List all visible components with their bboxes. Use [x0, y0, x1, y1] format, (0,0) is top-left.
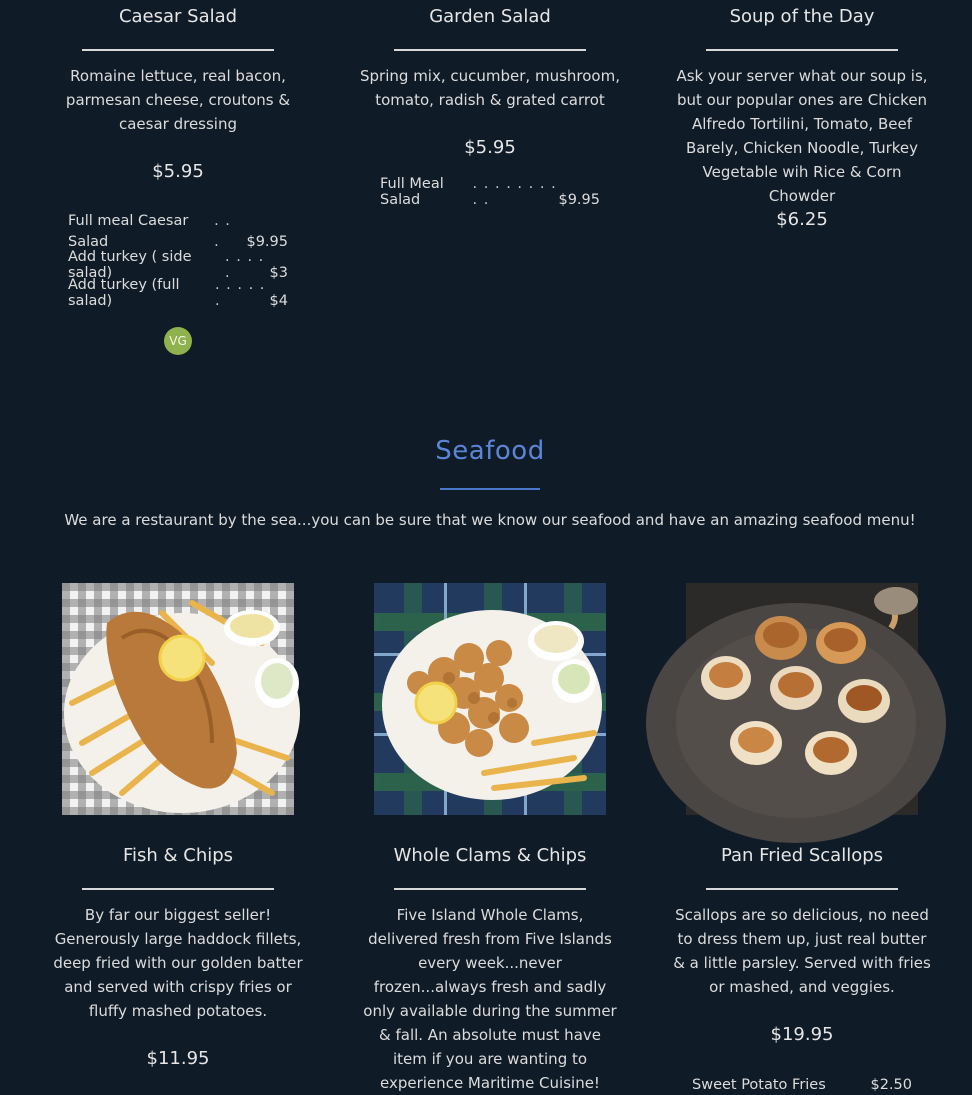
- option-row: [692, 1072, 912, 1093]
- option-price: $2.50: [870, 1077, 912, 1093]
- option-dots: . . . . . .: [214, 277, 266, 309]
- fish-and-chips-photo: [62, 583, 294, 815]
- caesar-options-list: [68, 211, 288, 309]
- option-row: [68, 277, 288, 309]
- caesar-salad-title: Caesar Salad: [118, 6, 238, 27]
- fish-and-chips-description: By far our biggest seller! Generously large haddock fillets, deep fried with our golden batter and served with crispy fries or fluffy mashed potatoes.: [53, 906, 303, 1020]
- vegetarian-badge: VG: [164, 327, 192, 355]
- option-label: Full Meal Salad: [380, 176, 444, 208]
- option-dots: . . . . .: [225, 249, 265, 281]
- section-divider: [440, 488, 540, 490]
- scallops-price: $19.95: [770, 1024, 834, 1045]
- option-label: Add turkey (full salad): [68, 277, 180, 309]
- soup-title: Soup of the Day: [729, 6, 875, 27]
- option-row: [68, 211, 288, 253]
- whole-clams-description: Five Island Whole Clams, delivered fresh from Five Islands every week...never frozen...always fresh and sadly only available during the summer & fall. An absolute must have item if you are wanting to experience Maritime Cuisine!: [363, 906, 617, 1092]
- soup-price: $6.25: [776, 209, 828, 230]
- scallops-description: Scallops are so delicious, no need to dress them up, just real butter & a little parsley. Served with fries or mashed, and veggies.: [673, 906, 931, 996]
- option-dots: . . .: [214, 213, 231, 250]
- pan-fried-scallops-photo: [686, 583, 918, 815]
- title-divider: [706, 888, 898, 890]
- section-subtitle: We are a restaurant by the sea...you can be sure that we know our seafood and have an amazing seafood menu!: [64, 511, 916, 529]
- title-divider: [394, 888, 586, 890]
- whole-clams-title: Whole Clams & Chips: [393, 845, 587, 866]
- option-price: $9.95: [558, 192, 600, 208]
- garden-salad-description: Spring mix, cucumber, mushroom, tomato, radish & grated carrot: [360, 67, 620, 109]
- option-row: [380, 176, 600, 208]
- section-title-seafood: Seafood: [435, 436, 545, 466]
- title-divider: [82, 49, 274, 51]
- fish-and-chips-title: Fish & Chips: [122, 845, 234, 866]
- soup-description: Ask your server what our soup is, but our popular ones are Chicken Alfredo Tortilini, Tomato, Beef Barely, Chicken Noodle, Turkey Vegetable wih Rice & Corn Chowder: [676, 67, 928, 205]
- scallops-title: Pan Fried Scallops: [720, 845, 884, 866]
- option-label: Sweet Potato Fries: [692, 1077, 826, 1093]
- option-dots: . . . . . . . . . .: [472, 176, 557, 208]
- option-label: Full meal Caesar Salad: [68, 213, 189, 250]
- option-price: $9.95: [246, 234, 288, 250]
- option-price: $3: [269, 265, 288, 281]
- title-divider: [394, 49, 586, 51]
- title-divider: [82, 888, 274, 890]
- clams-and-chips-photo: [374, 583, 606, 815]
- option-price: $4: [269, 293, 288, 309]
- caesar-salad-price: $5.95: [152, 161, 204, 182]
- garden-salad-title: Garden Salad: [429, 6, 551, 27]
- garden-salad-price: $5.95: [464, 137, 516, 158]
- fish-and-chips-price: $11.95: [146, 1048, 210, 1069]
- title-divider: [706, 49, 898, 51]
- option-label: Add turkey ( side salad): [68, 249, 192, 281]
- caesar-salad-description: Romaine lettuce, real bacon, parmesan cheese, croutons & caesar dressing: [65, 67, 291, 133]
